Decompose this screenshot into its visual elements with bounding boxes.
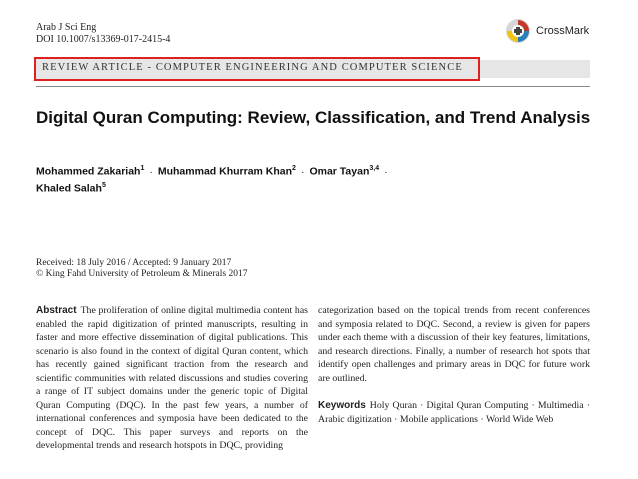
abstract-right-column — [318, 304, 590, 426]
keywords-label: Keywords — [318, 400, 366, 411]
category-banner-background — [480, 60, 590, 78]
publication-dates — [36, 258, 247, 280]
author-separator: · — [384, 165, 388, 178]
crossmark-icon — [505, 18, 531, 44]
doi-text: DOI 10.1007/s13369-017-2415-4 — [36, 34, 171, 45]
author-name[interactable]: Muhammad Khurram Khan — [157, 165, 293, 178]
crossmark-badge[interactable] — [505, 16, 615, 46]
abstract-left-column — [36, 304, 308, 464]
author-name[interactable]: Khaled Salah — [36, 182, 102, 194]
abstract-text: The proliferation of online digital multimedia content has enabled the rapid digitization of printed manuscripts, resulting in faster and more effective dissemination of digital publications. This scenario is also found in the context of digital Quran content, which has recently gained significant traction from the research and scientific communities with related discussions and studies covering a range of IT subject domains under the generic topic of Digital Quran Computing (DQC). In the past few years, a number of international conferences and symposia have been dedicated to the concept of DQC. This paper surveys and reports on the developmental trends and research hotspots in DQC, providing — [36, 305, 308, 451]
author-affiliation: 5 — [101, 181, 106, 189]
abstract-label: Abstract — [36, 305, 77, 316]
crossmark-label: CrossMark — [536, 25, 590, 37]
copyright-notice: © King Fahd University of Petroleum & Minerals 2017 — [36, 269, 248, 279]
author-affiliation: 2 — [292, 165, 296, 172]
author-separator: · — [300, 165, 305, 178]
author-name[interactable]: Omar Tayan — [309, 165, 370, 178]
paper-title: Digital Quran Computing: Review, Classification, and Trend Analysis — [36, 108, 591, 127]
journal-header — [36, 22, 170, 46]
author-affiliation: 1 — [140, 165, 145, 172]
author-list — [36, 162, 596, 195]
keywords-section — [318, 399, 590, 426]
abstract-continued-text: categorization based on the topical trends from recent conferences and symposia related to DQC. Second, a review is given for papers under each theme with a discussion of their key features, limitations, and research directions. Finally, a number of research hot spots that identify open challenges and primary areas in DQC for future work are outlined. — [318, 305, 590, 384]
received-accepted-dates: Received: 18 July 2016 / Accepted: 9 January 2017 — [36, 258, 232, 268]
category-banner — [34, 57, 480, 81]
author-name[interactable]: Mohammed Zakariah — [36, 165, 141, 178]
category-banner-underline — [36, 86, 590, 87]
keywords-text: Holy Quran · Digital Quran Computing · Multimedia · Arabic digitization · Mobile applications · World Wide Web — [318, 400, 590, 425]
journal-name: Arab J Sci Eng — [36, 22, 97, 33]
article-category: REVIEW ARTICLE - COMPUTER ENGINEERING AND COMPUTER SCIENCE — [42, 62, 463, 73]
author-affiliation: 3,4 — [369, 165, 380, 172]
author-separator: · — [149, 165, 153, 178]
